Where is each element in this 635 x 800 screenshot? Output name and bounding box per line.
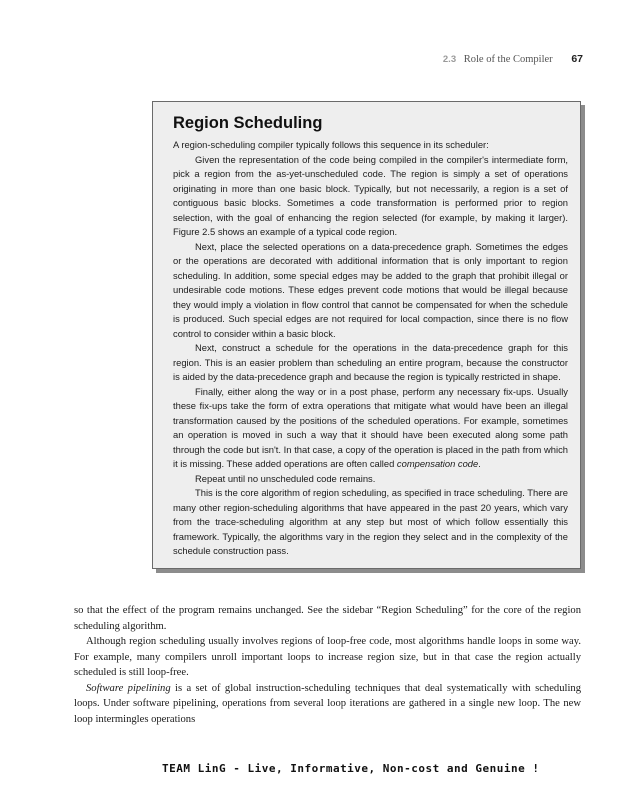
- footer-watermark: TEAM LinG - Live, Informative, Non-cost and Genuine !: [162, 762, 540, 775]
- sidebar-intro: A region-scheduling compiler typically follows this sequence in its scheduler:: [173, 139, 489, 150]
- section-number: 2.3: [442, 54, 457, 65]
- sidebar-step-construct-schedule: Next, construct a schedule for the operations in the data-precedence graph for this region. This is an easier problem than scheduling an entire program, because the constructor is aided by the data-precedence graph and because the region is typically restricted in shape.: [173, 342, 568, 382]
- body-paragraph: so that the effect of the program remains unchanged. See the sidebar “Region Scheduling” for the core of the region scheduling algorithm.: [74, 605, 581, 632]
- running-header: [443, 53, 583, 65]
- software-pipelining-term: Software pipelining: [86, 682, 171, 694]
- compensation-code-term: compensation code: [396, 458, 479, 469]
- fixups-end: .: [478, 458, 481, 469]
- body-paragraph: [74, 681, 581, 728]
- sidebar-step-fixups: [173, 385, 568, 472]
- sidebar-title: Region Scheduling: [173, 114, 323, 132]
- body-paragraph: Although region scheduling usually involves regions of loop-free code, most algorithms handle loops in some way. For example, many compilers unroll important loops to increase region size, but in that case the region actually scheduled is still loop-free.: [74, 636, 581, 678]
- region-scheduling-sidebar: [152, 101, 581, 569]
- fixups-text: Finally, either along the way or in a post phase, perform any necessary fix-ups. Usually these fix-ups take the form of extra operations that mitigate what would have been an illegal transformation caused by the positions of the scheduled operations. For example, sometimes an operation is moved in such a way that it should have been executed along some path through the code but isn't. In that case, a copy of the operation is placed in the path from which it is missing. These added operations are often called: [173, 385, 568, 469]
- page-number: 67: [571, 53, 583, 65]
- main-body-text: [74, 603, 581, 727]
- sidebar-closing: This is the core algorithm of region scheduling, as specified in trace scheduling. There are many other region-scheduling algorithms that have appeared in the past 20 years, which vary from the trace-scheduling algorithm at any step but most of which follow essentially this framework. Typically, the algorithms vary in the region they select and in the complexity of the schedule construction pass.: [173, 487, 568, 556]
- body-paragraph-text: is a set of global instruction-scheduling techniques that deal systematically with scheduling loops. Under software pipelining, operations from several loop iterations are gathered in a single new loop. The new loop intermingles operations: [74, 682, 581, 725]
- sidebar-step-repeat: Repeat until no unscheduled code remains.: [195, 472, 376, 484]
- section-title: Role of the Compiler: [463, 54, 553, 65]
- sidebar-step-select-region: Given the representation of the code being compiled in the compiler's intermediate form, pick a region from the as-yet-unscheduled code. The region is simply a set of operations originating in more than one basic block. Typically, but not necessarily, a region is a set of contiguous basic blocks. Sometimes a code transformation is performed prior to region selection, with the goal of enhancing the region selected (for example, by making it larger). Figure 2.5 shows an example of a typical code region.: [173, 153, 568, 237]
- sidebar-step-precedence-graph: Next, place the selected operations on a data-precedence graph. Sometimes the edges or the operations are decorated with additional information that is only important to region scheduling. In addition, some special edges may be added to the graph that prohibit illegal or undesirable code motions. These edges prevent code motions that would be illegal because they would imply a violation in flow control that cannot be compensated for when the schedule is produced. Such special edges are not required for local compaction, since there is no flow control to consider within a basic block.: [173, 240, 568, 339]
